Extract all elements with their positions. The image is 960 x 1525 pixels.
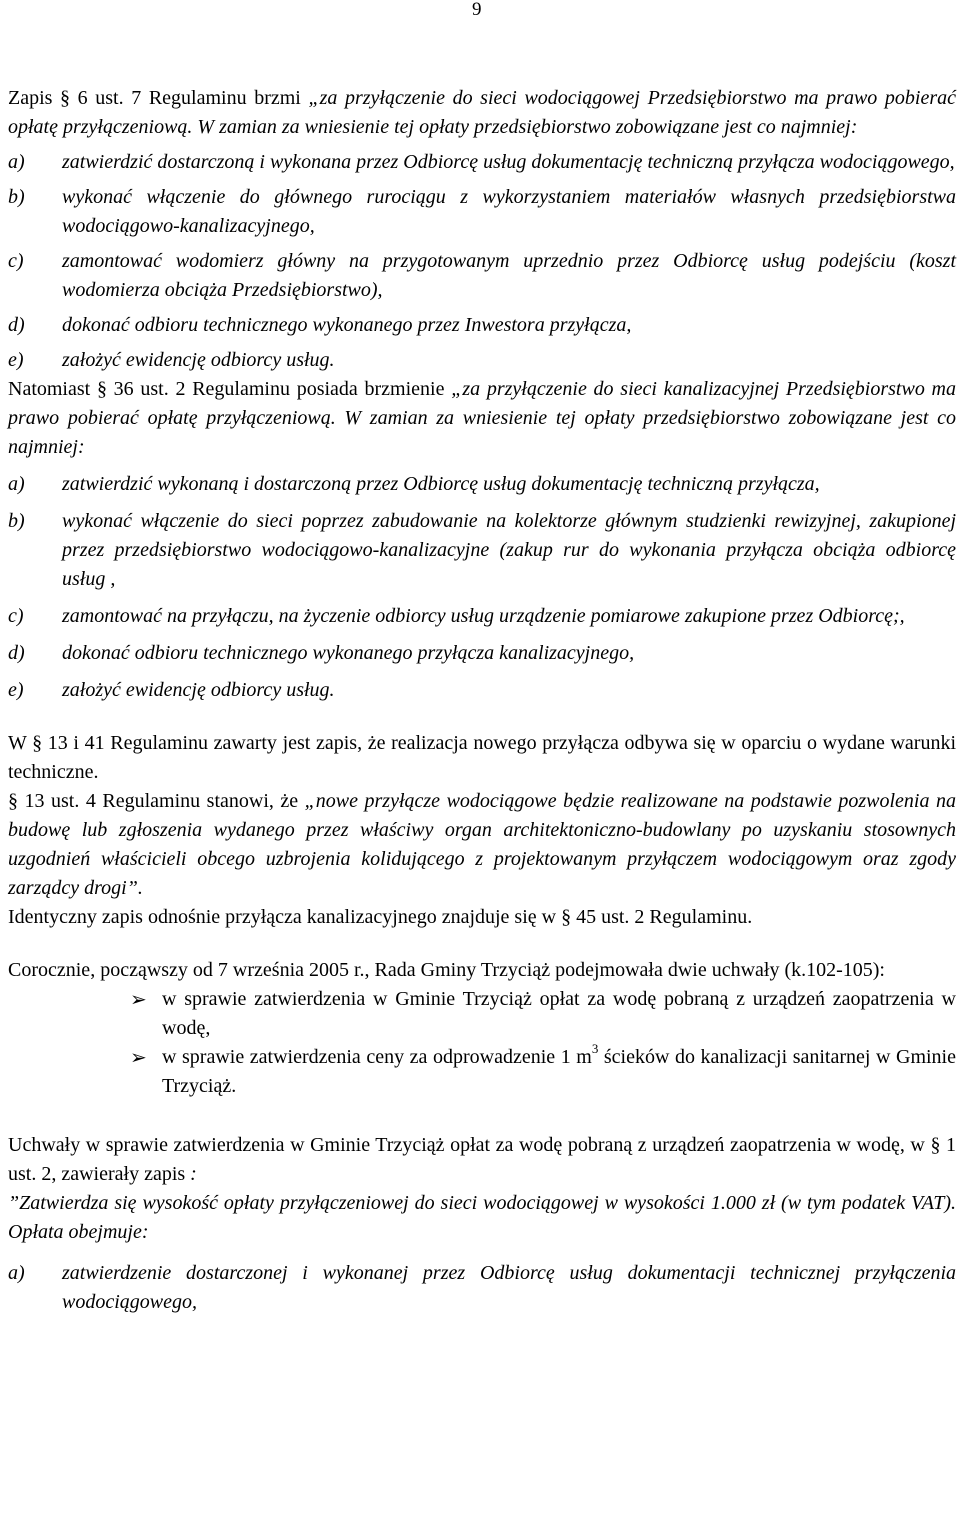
paragraph-8-quote: ”Zatwierdza się wysokość opłaty przyłączeniowej do sieci wodociągowej w wysokości 1.000 zł (w tym podatek VAT). Opłata obejmuje: (8, 1192, 956, 1243)
list-item (8, 247, 956, 305)
list-marker: a) (8, 151, 25, 173)
list-item-text: dokonać odbioru technicznego wykonanego przez Inwestora przyłącza, (62, 314, 632, 336)
list-fee-scope (8, 1259, 956, 1317)
list-item (8, 602, 956, 631)
page-number: 9 (472, 0, 482, 20)
list-marker: d) (8, 314, 25, 336)
paragraph-4-text: § 13 ust. 4 Regulaminu stanowi, że (8, 790, 305, 812)
paragraph-7 (8, 1131, 956, 1189)
paragraph-6: Corocznie, począwszy od 7 września 2005 r., Rada Gminy Trzyciąż podejmowała dwie uchwały (k.102-105): (8, 959, 885, 981)
list-marker: e) (8, 349, 24, 371)
arrow-bullet-icon: ➢ (130, 987, 147, 1011)
paragraph-5: Identyczny zapis odnośnie przyłącza kanalizacyjnego znajduje się w § 45 ust. 2 Regulaminu. (8, 906, 753, 928)
list-item (8, 676, 956, 705)
list-item-text: zamontować wodomierz główny na przygotowanym uprzednio przez Odbiorcę usług podejściu (koszt wodomierza obciąża Przedsiębiorstwo), (62, 250, 956, 301)
bullet-text: w sprawie zatwierdzenia w Gminie Trzyciąż opłat za wodę pobraną z urządzeń zaopatrzenia w wodę, (162, 988, 956, 1039)
paragraph-2-text: Natomiast § 36 ust. 2 Regulaminu posiada brzmienie (8, 378, 452, 400)
list-item (8, 183, 956, 241)
list-item-text: zamontować na przyłączu, na życzenie odbiorcy usług urządzenie pomiarowe zakupione przez Odbiorcę;, (62, 605, 905, 627)
list-item-text: dokonać odbioru technicznego wykonanego przyłącza kanalizacyjnego, (62, 642, 635, 664)
paragraph-2 (8, 375, 956, 462)
list-item (8, 346, 956, 375)
list-item-text: wykonać włączenie do głównego rurociągu z wykorzystaniem materiałów własnych przedsiębiorstwa wodociągowo-kanalizacyjnego, (62, 186, 956, 237)
bullet-text: w sprawie zatwierdzenia ceny za odprowadzenie 1 $m^3$ ścieków do kanalizacji sanitarnej w Gminie Trzyciąż. (162, 1041, 956, 1097)
paragraph-7-colon: : (190, 1163, 197, 1185)
list-marker: a) (8, 473, 25, 495)
list-item (8, 148, 956, 177)
list-item (8, 507, 956, 594)
paragraph-4-quote: „nowe przyłącze wodociągowe będzie realizowane na podstawie pozwolenia na budowę lub zgłoszenia wydanego przez właściwy organ architektoniczno-budowlany po uzyskaniu stosownych uzgodnień właścicieli obcego uzbrojenia kolidującego z projektowanym przyłączem wodociągowym oraz zgody zarządcy drogi”. (8, 790, 956, 899)
paragraph-3: W § 13 i 41 Regulaminu zawarty jest zapis, że realizacja nowego przyłącza odbywa się w oparciu o wydane warunki techniczne. (8, 732, 956, 783)
list-marker: c) (8, 605, 24, 627)
paragraph-7-text: Uchwały w sprawie zatwierdzenia w Gminie Trzyciąż opłat za wodę pobraną z urządzeń zaopatrzenia w wodę, w § 1 ust. 2, zawierały zapis (8, 1134, 956, 1185)
list-marker: c) (8, 250, 24, 272)
paragraph-1-text: Zapis § 6 ust. 7 Regulaminu brzmi (8, 87, 309, 109)
paragraph-4 (8, 787, 956, 903)
list-marker: d) (8, 642, 25, 664)
list-item (8, 1259, 956, 1317)
bullet-item (8, 1043, 956, 1101)
list-item-text: wykonać włączenie do sieci poprzez zabudowanie na kolektorze głównym studzienki rewizyjnej, zakupionej przez przedsiębiorstwo wodociągowo-kanalizacyjne (zakup rur do wykonania przyłącza obciąża odbiorcę usług , (62, 510, 956, 590)
paragraph-2-quote: „za przyłączenie do sieci kanalizacyjnej Przedsiębiorstwo ma prawo pobierać opłatę przyłączeniową. W zamian za wniesienie tej opłaty przedsiębiorstwo zobowiązane jest co najmniej: (8, 378, 956, 458)
paragraph-1 (8, 84, 956, 142)
list-item-text: zatwierdzić wykonaną i dostarczoną przez Odbiorcę usług dokumentację techniczną przyłącza, (62, 473, 820, 495)
list-item-text: zatwierdzenie dostarczonej i wykonanej przez Odbiorcę usług dokumentacji technicznej przyłączenia wodociągowego, (62, 1262, 956, 1313)
resolutions-list (8, 985, 956, 1101)
list-item-text: założyć ewidencję odbiorcy usług. (62, 679, 335, 701)
paragraph-1-quote: „za przyłączenie do sieci wodociągowej Przedsiębiorstwo ma prawo pobierać opłatę przyłączeniową. W zamian za wniesienie tej opłaty przedsiębiorstwo zobowiązane jest co najmniej: (8, 87, 956, 138)
list-marker: b) (8, 510, 25, 532)
arrow-bullet-icon: ➢ (130, 1045, 147, 1069)
list-marker: b) (8, 186, 25, 208)
list-sewer-obligations (8, 470, 956, 705)
bullet-item (8, 985, 956, 1043)
list-water-obligations (8, 148, 956, 375)
list-item-text: założyć ewidencję odbiorcy usług. (62, 349, 335, 371)
list-item-text: zatwierdzić dostarczoną i wykonana przez Odbiorcę usług dokumentację techniczną przyłącza wodociągowego, (62, 151, 955, 173)
document-body (8, 84, 956, 1317)
list-item (8, 470, 956, 499)
list-marker: e) (8, 679, 24, 701)
list-item (8, 311, 956, 340)
list-item (8, 639, 956, 668)
list-marker: a) (8, 1262, 25, 1284)
